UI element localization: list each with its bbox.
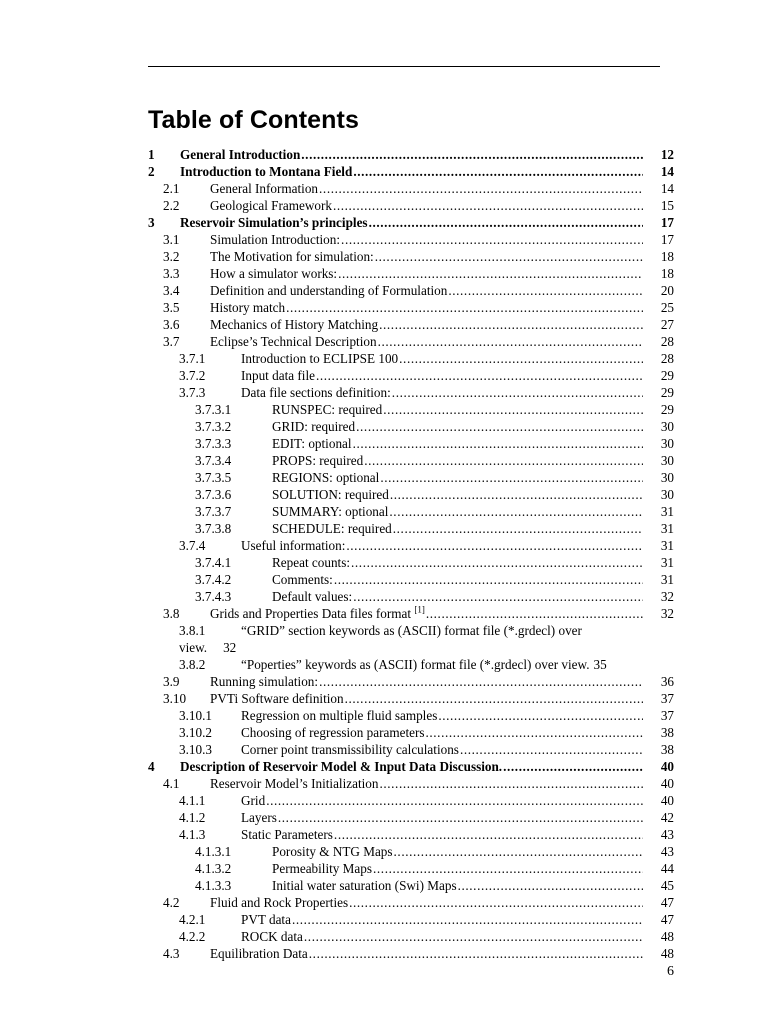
toc-entry-page: 30 [644,469,674,486]
toc-entry-page: 14 [644,163,674,180]
toc-entry[interactable] [148,894,674,911]
toc-entry[interactable] [148,214,674,231]
toc-entry-title: SUMMARY: optional [272,504,389,519]
toc-entry-title: Fluid and Rock Properties [210,895,349,910]
table-of-contents [148,146,674,962]
toc-entry[interactable] [148,401,674,418]
toc-entry[interactable] [148,622,674,656]
toc-entry-title: Useful information: [241,538,346,553]
toc-entry-page: 28 [644,333,674,350]
toc-entry-number: 3.10.1 [179,708,212,723]
toc-entry-page: 43 [644,826,674,843]
toc-entry-number: 3.8 [163,606,180,621]
toc-entry-title: GRID: required [272,419,356,434]
toc-entry-title: EDIT: optional [272,436,352,451]
toc-entry-title: Mechanics of History Matching [210,317,379,332]
toc-entry-title: The Motivation for simulation: [210,249,374,264]
toc-entry-page: 37 [644,707,674,724]
toc-entry-page: 27 [644,316,674,333]
toc-entry-page: 31 [644,571,674,588]
toc-entry[interactable] [148,503,674,520]
toc-entry-number: 4.2 [163,895,180,910]
toc-entry-page: 15 [644,197,674,214]
toc-entry[interactable] [148,231,674,248]
toc-entry-title: Layers [241,810,277,825]
toc-entry-title: Default values: [272,589,353,604]
toc-entry-number: 4.1.3.3 [195,878,232,893]
toc-entry-title: PVT data [241,912,291,927]
toc-entry-title: Introduction to ECLIPSE 100 [241,351,399,366]
toc-entry-title: PVTi Software definition [210,691,344,706]
toc-entry-page: 35 [593,657,607,672]
toc-entry[interactable] [148,741,674,758]
toc-entry[interactable] [148,163,674,180]
toc-entry-number: 3.7.4 [179,538,206,553]
toc-entry-title: Data file sections definition: [241,385,391,400]
toc-entry-number: 4.1.2 [179,810,206,825]
toc-entry-number: 3.1 [163,232,180,247]
toc-entry-title: Simulation Introduction: [210,232,341,247]
toc-entry[interactable] [148,724,674,741]
toc-entry-number: 3 [148,215,155,230]
toc-entry-title: REGIONS: optional [272,470,380,485]
toc-entry[interactable] [148,571,674,588]
toc-entry-number: 3.7.4.3 [195,589,232,604]
toc-entry-title: Equilibration Data [210,946,308,961]
toc-entry-title: Initial water saturation (Swi) Maps [272,878,457,893]
toc-entry-page: 37 [644,690,674,707]
toc-entry-number: 4.1.1 [179,793,206,808]
toc-entry[interactable] [148,690,674,707]
toc-entry-title: SCHEDULE: required [272,521,392,536]
toc-entry-number: 4.1.3.1 [195,844,232,859]
toc-entry-number: 4.3 [163,946,180,961]
toc-entry[interactable] [148,180,674,197]
toc-entry[interactable] [148,384,674,401]
toc-entry-page: 31 [644,503,674,520]
toc-entry-page: 47 [644,911,674,928]
toc-entry-page: 14 [644,180,674,197]
toc-entry[interactable] [148,537,674,554]
toc-entry-page: 40 [644,792,674,809]
toc-entry-number: 3.7.4.2 [195,572,232,587]
toc-entry[interactable] [148,146,674,163]
toc-entry-page: 18 [644,265,674,282]
toc-entry[interactable] [148,367,674,384]
toc-entry[interactable] [148,333,674,350]
toc-entry-title: Running simulation: [210,674,319,689]
toc-entry-page: 25 [644,299,674,316]
toc-entry-title: Comments: [272,572,333,587]
page-number: 6 [667,964,674,979]
toc-entry-title: “GRID” section keywords as (ASCII) format file (*.grdecl) over [241,623,582,638]
toc-entry[interactable] [148,282,674,299]
toc-entry-page: 42 [644,809,674,826]
toc-entry-page: 32 [223,640,237,655]
toc-entry-number: 3.7.4.1 [195,555,232,570]
toc-entry-page: 17 [644,214,674,231]
toc-entry[interactable] [148,554,674,571]
toc-entry-title: Permeability Maps [272,861,372,876]
toc-entry[interactable] [148,469,674,486]
header-rule [148,66,660,67]
toc-entry-page: 30 [644,486,674,503]
toc-entry[interactable] [148,945,674,962]
toc-entry[interactable] [148,435,674,452]
toc-entry-number: 3.10 [163,691,187,706]
toc-entry-page: 32 [644,605,674,622]
toc-entry-title: Corner point transmissibility calculations [241,742,459,757]
toc-entry-page: 36 [644,673,674,690]
toc-entry-title: ROCK data [241,929,303,944]
toc-entry-number: 4.2.1 [179,912,206,927]
toc-entry-number: 3.7.2 [179,368,206,383]
toc-entry-page: 48 [644,928,674,945]
toc-entry-page: 38 [644,724,674,741]
toc-entry-number: 3.7.3.6 [195,487,232,502]
toc-entry-title: Repeat counts: [272,555,351,570]
toc-entry-title: “Poperties” keywords as (ASCII) format file (*.grdecl) over view. [241,657,590,672]
toc-entry[interactable] [148,350,674,367]
toc-entry-title: RUNSPEC: required [272,402,383,417]
toc-entry[interactable] [148,673,674,690]
toc-entry-number: 3.7.3.5 [195,470,232,485]
toc-entry-number: 3.7.3.1 [195,402,232,417]
toc-entry[interactable] [148,928,674,945]
toc-entry-number: 4.1.3 [179,827,206,842]
toc-entry[interactable] [148,809,674,826]
toc-entry-number: 3.10.3 [179,742,212,757]
toc-entry-page: 28 [644,350,674,367]
toc-entry[interactable] [148,826,674,843]
toc-entry[interactable] [148,486,674,503]
toc-entry[interactable] [148,758,674,775]
toc-entry-number: 3.8.1 [179,623,206,638]
toc-entry-page: 31 [644,554,674,571]
toc-entry-title: SOLUTION: required [272,487,389,502]
toc-entry-number: 3.7.3 [179,385,206,400]
toc-entry-title: Reservoir Simulation’s principles [180,215,368,230]
toc-entry-number: 3.7.3.8 [195,521,232,536]
toc-entry-title: PROPS: required [272,453,364,468]
toc-entry-page: 29 [644,367,674,384]
toc-entry-page: 30 [644,435,674,452]
toc-entry[interactable] [148,843,674,860]
toc-entry-number: 4 [148,759,155,774]
toc-entry-title: General Information [210,181,319,196]
toc-entry-title: History match [210,300,286,315]
toc-entry-page: 45 [644,877,674,894]
toc-entry[interactable] [148,248,674,265]
toc-entry-page: 40 [644,758,674,775]
toc-entry[interactable] [148,911,674,928]
toc-entry-page: 31 [644,537,674,554]
toc-entry[interactable] [148,299,674,316]
toc-entry[interactable] [148,520,674,537]
toc-entry-page: 29 [644,384,674,401]
toc-entry-title: Grids and Properties Data files format [210,606,412,621]
toc-entry-page: 12 [644,146,674,163]
toc-entry-page: 17 [644,231,674,248]
toc-entry-page: 47 [644,894,674,911]
toc-entry-title: Definition and understanding of Formulation [210,283,448,298]
toc-entry-number: 3.7.3.7 [195,504,232,519]
toc-entry[interactable] [148,588,674,605]
toc-entry-number: 2 [148,164,155,179]
toc-entry-page: 31 [644,520,674,537]
toc-entry[interactable] [148,452,674,469]
toc-entry-page: 32 [644,588,674,605]
toc-entry-title: Choosing of regression parameters [241,725,425,740]
toc-entry-title: Reservoir Model’s Initialization [210,776,379,791]
toc-entry-title: Porosity & NTG Maps [272,844,393,859]
toc-entry-number: 1 [148,147,155,162]
toc-entry-title: How a simulator works: [210,266,338,281]
toc-entry-page: 30 [644,452,674,469]
toc-entry-title: Geological Framework [210,198,332,213]
toc-entry-title: Grid [241,793,266,808]
toc-entry-page: 30 [644,418,674,435]
toc-entry-number: 3.5 [163,300,180,315]
toc-entry[interactable] [148,792,674,809]
toc-entry-number: 3.4 [163,283,180,298]
toc-entry-page: 43 [644,843,674,860]
toc-entry[interactable] [148,418,674,435]
toc-entry-number: 4.1.3.2 [195,861,232,876]
page-title: Table of Contents [148,106,359,134]
toc-entry-number: 3.7.3.2 [195,419,232,434]
toc-entry[interactable] [148,877,674,894]
toc-entry-page: 40 [644,775,674,792]
toc-entry-title: Regression on multiple fluid samples [241,708,438,723]
toc-entry[interactable] [148,265,674,282]
toc-entry-citation: [1] [414,605,425,615]
toc-entry-number: 3.7.3.3 [195,436,232,451]
toc-entry[interactable] [148,707,674,724]
toc-entry[interactable] [148,656,674,673]
toc-entry-number: 3.10.2 [179,725,212,740]
toc-entry-number: 3.7.1 [179,351,206,366]
toc-entry-page: 48 [644,945,674,962]
toc-entry-title: Static Parameters [241,827,333,842]
toc-entry-page: 29 [644,401,674,418]
toc-entry-number: 4.2.2 [179,929,206,944]
toc-entry[interactable] [148,316,674,333]
toc-entry-page: 44 [644,860,674,877]
toc-entry-number: 3.6 [163,317,180,332]
toc-entry-number: 3.7 [163,334,180,349]
toc-entry-title: Description of Reservoir Model & Input Data Discussion. [180,759,503,774]
toc-entry-number: 4.1 [163,776,180,791]
toc-entry-number: 2.1 [163,181,180,196]
toc-entry-page: 38 [644,741,674,758]
toc-entry-page: 18 [644,248,674,265]
toc-entry[interactable] [148,197,674,214]
toc-entry-number: 3.8.2 [179,657,206,672]
toc-entry-title: Eclipse’s Technical Description [210,334,377,349]
toc-entry-number: 3.2 [163,249,180,264]
toc-entry-title: General Introduction [180,147,301,162]
toc-entry-number: 3.9 [163,674,180,689]
toc-entry[interactable] [148,775,674,792]
toc-entry-title: Input data file [241,368,315,383]
toc-entry-number: 3.3 [163,266,180,281]
toc-entry[interactable] [148,605,674,622]
toc-entry-number: 3.7.3.4 [195,453,232,468]
toc-entry-title-continued: view. [179,640,208,655]
toc-entry[interactable] [148,860,674,877]
toc-entry-page: 20 [644,282,674,299]
toc-entry-number: 2.2 [163,198,180,213]
toc-entry-title: Introduction to Montana Field [180,164,353,179]
